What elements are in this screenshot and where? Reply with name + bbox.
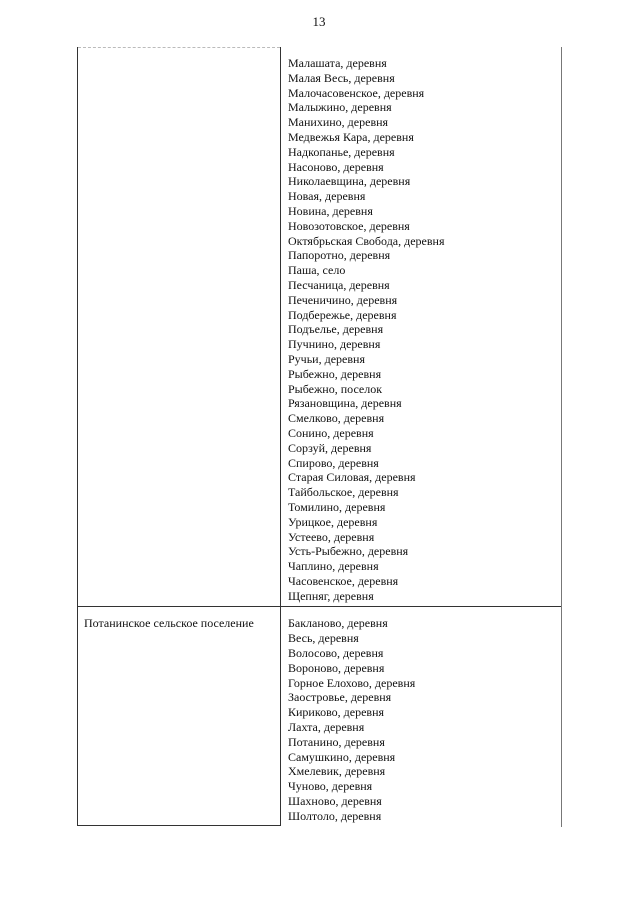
settlement-item: Часовенское, деревня <box>288 573 399 588</box>
settlement-item: Волосово, деревня <box>288 646 384 661</box>
settlement-item: Новина, деревня <box>288 203 373 218</box>
settlement-item: Весь, деревня <box>288 631 359 646</box>
settlement-item: Медвежья Кара, деревня <box>288 129 414 144</box>
settlement-item: Николаевщина, деревня <box>288 174 411 189</box>
settlement-item: Малая Весь, деревня <box>288 70 395 85</box>
settlement-item: Шахново, деревня <box>288 794 382 809</box>
settlement-item: Рыбежно, поселок <box>288 381 383 396</box>
settlement-item: Шолтоло, деревня <box>288 808 382 823</box>
settlement-item: Рязановщина, деревня <box>288 396 402 411</box>
settlement-item: Заостровье, деревня <box>288 690 392 705</box>
table-row <box>77 607 562 825</box>
settlement-item: Новая, деревня <box>288 189 366 204</box>
settlement-item: Вороново, деревня <box>288 660 385 675</box>
settlement-item: Малыжино, деревня <box>288 100 392 115</box>
settlement-item: Старая Силовая, деревня <box>288 470 416 485</box>
settlement-item: Подъелье, деревня <box>288 322 384 337</box>
settlement-item: Ручьи, деревня <box>288 351 365 366</box>
district-name: Потанинское сельское поселение <box>84 616 254 631</box>
settlements-list <box>288 616 562 823</box>
district-cell <box>77 47 281 607</box>
settlement-item: Лахта, деревня <box>288 720 365 735</box>
district-cell <box>77 607 281 825</box>
settlements-cell <box>281 607 562 825</box>
settlement-item: Щепняг, деревня <box>288 588 374 603</box>
settlement-item: Тайбольское, деревня <box>288 485 399 500</box>
settlement-item: Спирово, деревня <box>288 455 379 470</box>
settlement-item: Хмелевик, деревня <box>288 764 386 779</box>
settlement-item: Устеево, деревня <box>288 529 375 544</box>
settlement-item: Усть-Рыбежно, деревня <box>288 544 409 559</box>
settlement-item: Сорзуй, деревня <box>288 440 372 455</box>
settlements-list <box>288 56 562 603</box>
settlement-item: Рыбежно, деревня <box>288 366 382 381</box>
settlement-item: Октябрьская Свобода, деревня <box>288 233 445 248</box>
settlement-item: Урицкое, деревня <box>288 514 378 529</box>
settlement-item: Насоново, деревня <box>288 159 384 174</box>
settlement-item: Пучнино, деревня <box>288 337 381 352</box>
settlement-item: Малочасовенское, деревня <box>288 85 425 100</box>
settlement-item: Чаплино, деревня <box>288 559 379 574</box>
settlement-item: Самушкино, деревня <box>288 749 396 764</box>
settlements-table <box>77 47 562 826</box>
page-number: 13 <box>312 14 326 29</box>
settlement-item: Бакланово, деревня <box>288 616 388 631</box>
settlement-item: Горное Елохово, деревня <box>288 675 416 690</box>
settlement-item: Паша, село <box>288 263 346 278</box>
settlement-item: Манихино, деревня <box>288 115 389 130</box>
settlement-item: Печеничино, деревня <box>288 292 398 307</box>
settlement-item: Малашата, деревня <box>288 56 387 70</box>
settlement-item: Потанино, деревня <box>288 734 385 749</box>
settlements-cell <box>281 47 562 607</box>
settlement-item: Чуново, деревня <box>288 779 373 794</box>
settlement-item: Папоротно, деревня <box>288 248 391 263</box>
settlement-item: Томилино, деревня <box>288 499 386 514</box>
settlement-item: Сонино, деревня <box>288 425 374 440</box>
settlement-item: Подбережье, деревня <box>288 307 397 322</box>
settlement-item: Песчаница, деревня <box>288 277 390 292</box>
table-right-border <box>561 47 562 827</box>
table-row <box>77 47 562 607</box>
settlement-item: Смелково, деревня <box>288 411 385 426</box>
settlement-item: Надкопанье, деревня <box>288 144 395 159</box>
settlement-item: Новозотовское, деревня <box>288 218 410 233</box>
settlement-item: Кириково, деревня <box>288 705 385 720</box>
cell-top-rule <box>78 47 280 48</box>
